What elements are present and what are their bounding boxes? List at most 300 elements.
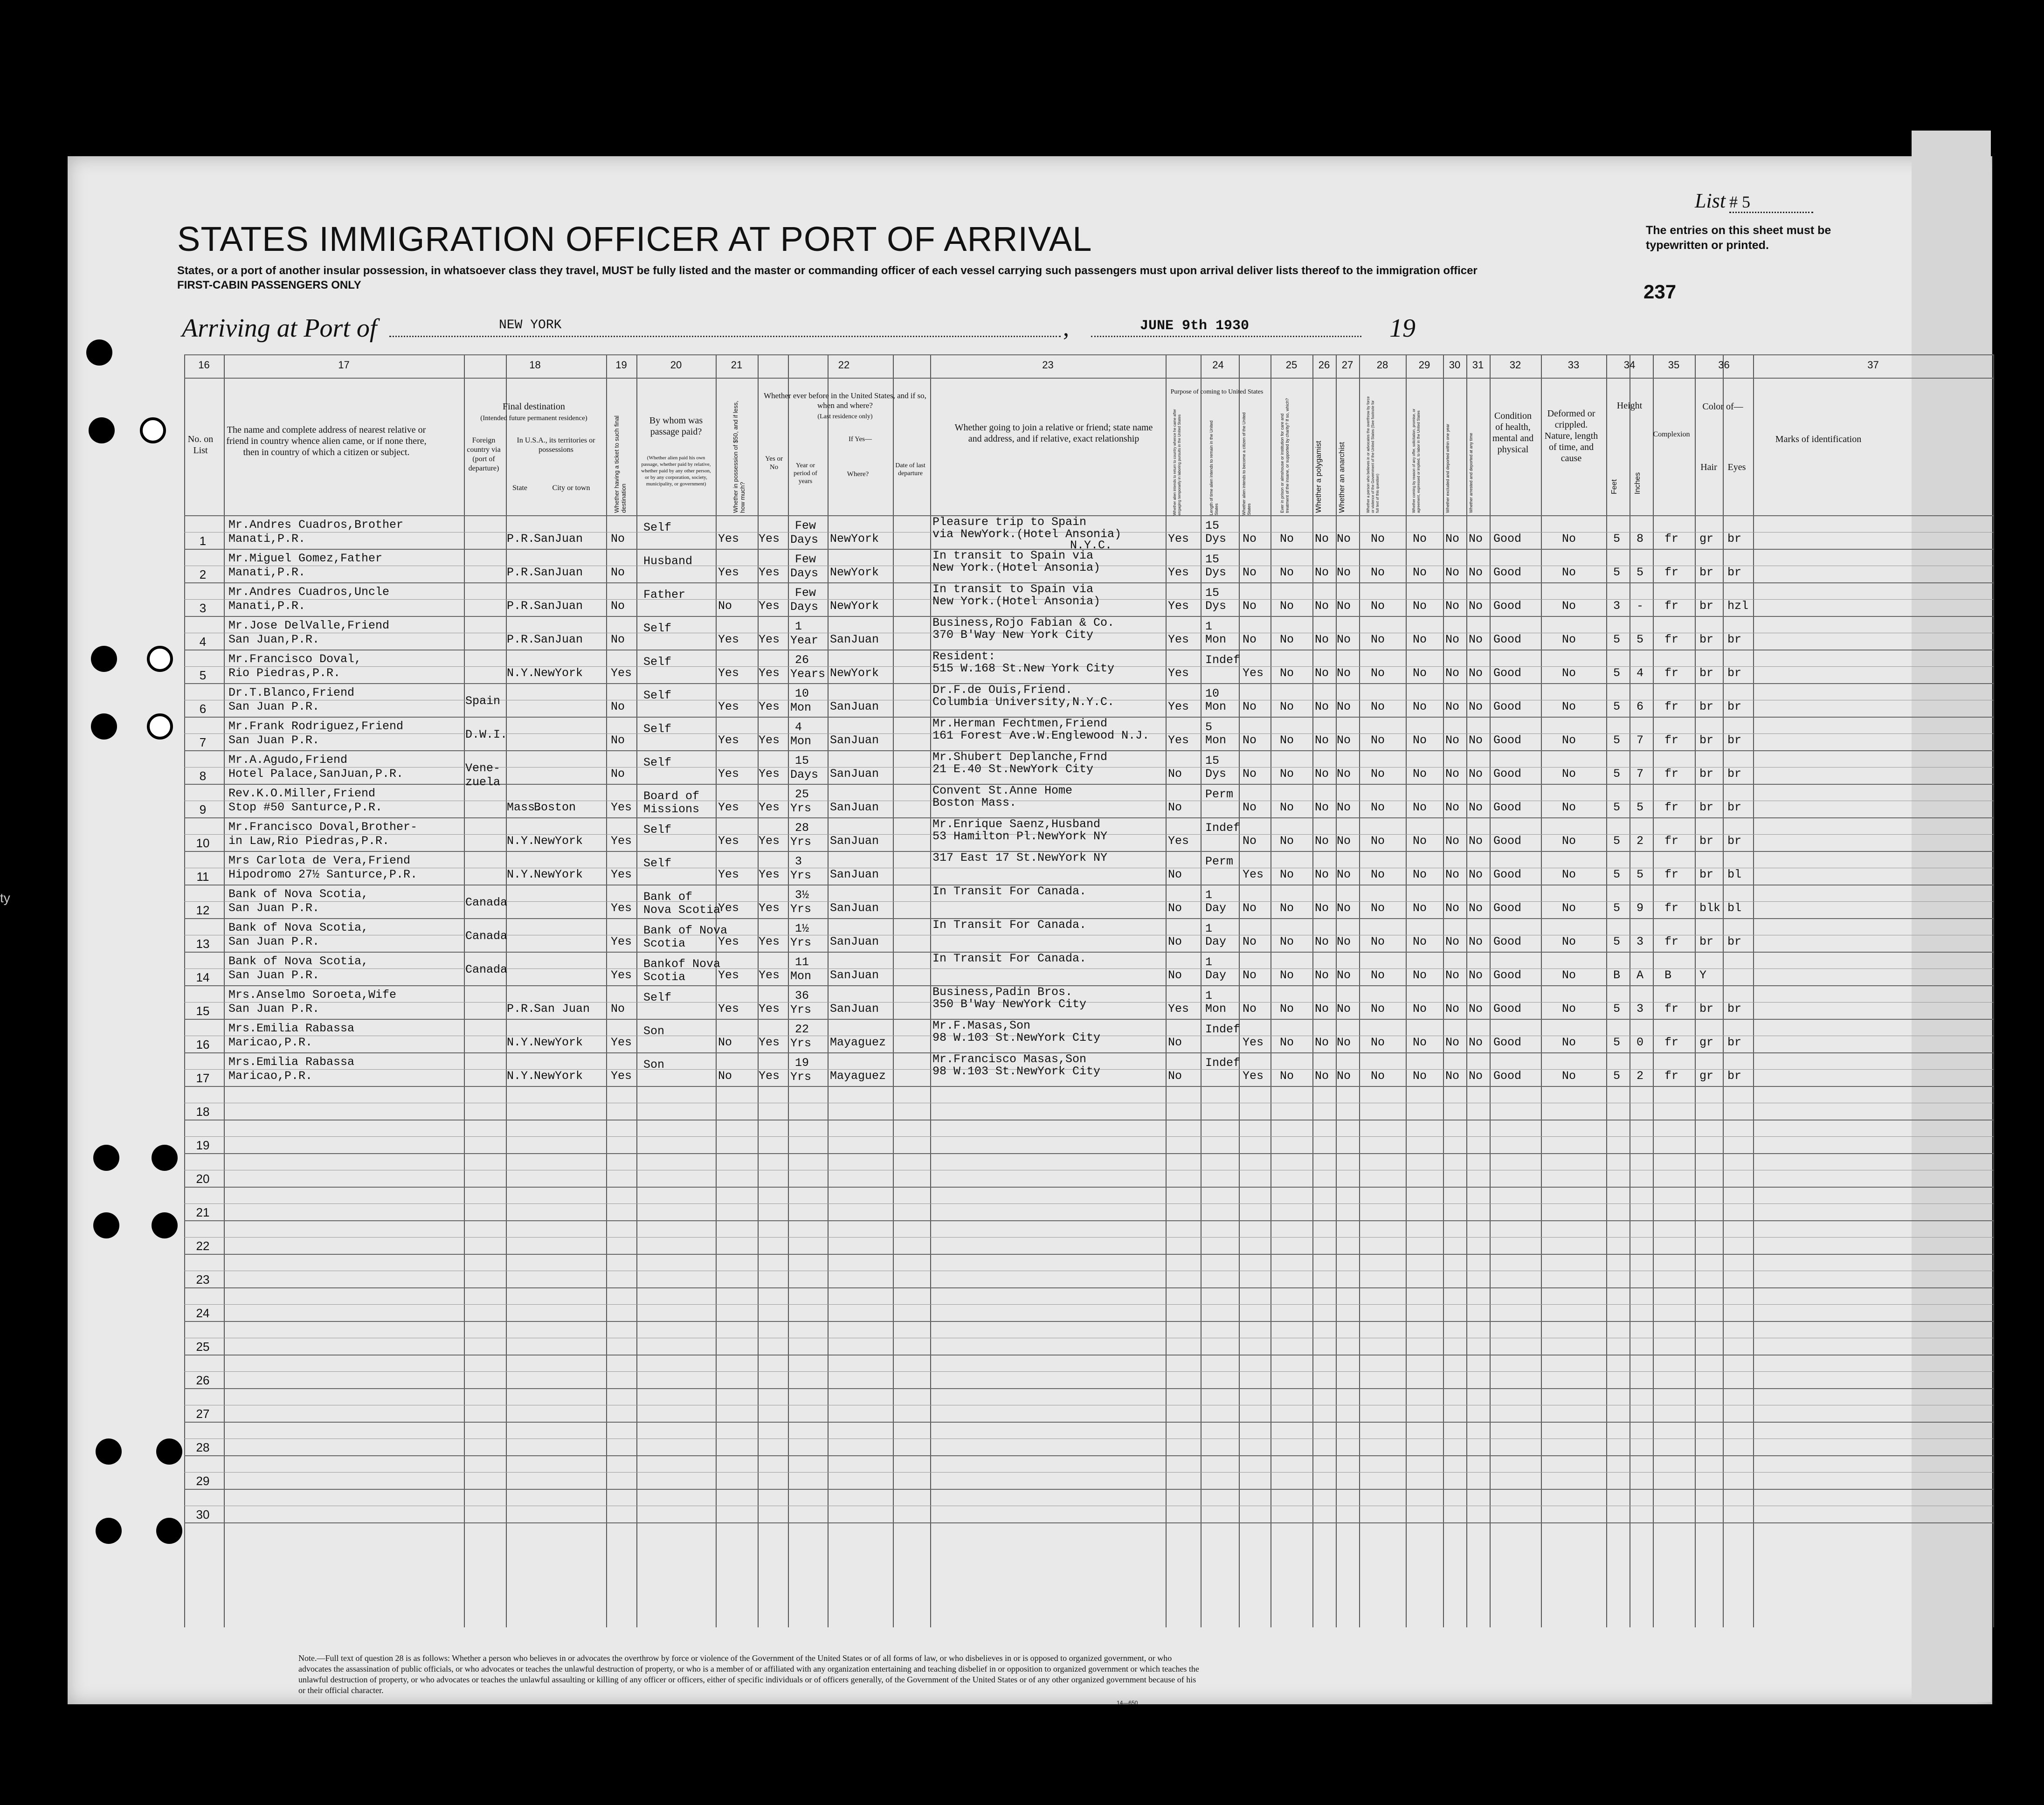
cell-period1: 10 (795, 687, 809, 700)
header-col-22-period: Year or period of years (794, 462, 817, 485)
cell-c30: No (1445, 868, 1460, 881)
cell-health: Good (1493, 767, 1522, 781)
cell-period1: 26 (795, 653, 809, 667)
column-number: 16 (198, 359, 210, 371)
table-row (184, 582, 1993, 616)
row-subrule (184, 1136, 1993, 1137)
cell-cit: Yes (1243, 666, 1264, 680)
cell-join1: Mr.F.Masas,Son (932, 1019, 1031, 1032)
cell-c27: No (1337, 935, 1351, 948)
cell-c29: No (1413, 968, 1427, 982)
cell-c50: Yes (718, 733, 739, 747)
cell-rel2: Hotel Palace,SanJuan,P.R. (228, 767, 404, 781)
cell-period2: Days (790, 600, 819, 614)
cell-ever: Yes (759, 868, 780, 881)
cell-ticket: Yes (611, 968, 632, 982)
header-col-32: Condition of health, mental and physical (1492, 411, 1534, 455)
cell-ret: Yes (1168, 633, 1189, 646)
cell-c50: Yes (718, 1002, 739, 1016)
table-row (184, 683, 1993, 717)
cell-health: Good (1493, 566, 1522, 579)
cell-c26: No (1315, 666, 1329, 680)
cell-deformed: No (1562, 532, 1576, 546)
cell-c30: No (1445, 968, 1460, 982)
cell-cit: No (1243, 801, 1257, 814)
row-rule (184, 1388, 1993, 1389)
cell-hair: br (1699, 733, 1714, 747)
cell-c26: No (1315, 767, 1329, 781)
cell-rel1: Bank of Nova Scotia, (228, 887, 369, 901)
cell-cx: fr (1664, 599, 1679, 613)
cell-c28: No (1371, 767, 1385, 781)
sheet-number: 237 (1643, 281, 1677, 303)
cell-deformed: No (1562, 700, 1576, 713)
cell-join2: 98 W.103 St.NewYork City (932, 1065, 1101, 1078)
row-subrule (184, 1438, 1993, 1439)
cell-inches: 5 (1637, 566, 1644, 579)
cell-deformed: No (1562, 1002, 1576, 1016)
cell-ever: Yes (759, 935, 780, 948)
cell-paid1: Son (643, 1058, 665, 1072)
cell-cit: No (1243, 901, 1257, 915)
cell-cit: No (1243, 532, 1257, 546)
cell-c27: No (1337, 901, 1351, 915)
cell-foreign: Vene- zuela (465, 761, 501, 789)
cell-len2: Mon (1205, 633, 1227, 646)
margin-text: ty (0, 891, 10, 905)
column-number: 25 (1285, 359, 1298, 371)
cell-join2: 21 E.40 St.NewYork City (932, 762, 1094, 776)
header-col-29: Whether coming by reason of any offer, solicitation, promise, or agreement, expressed or implied, to labor in the United States (1412, 408, 1421, 513)
cell-period1: 3 (795, 855, 802, 868)
cell-health: Good (1493, 666, 1522, 680)
cell-c30: No (1445, 1002, 1460, 1016)
cell-rel2: Maricao,P.R. (228, 1036, 313, 1049)
cell-period2: Yrs (790, 835, 812, 849)
cell-c25: No (1280, 733, 1294, 747)
cell-cit: No (1243, 968, 1257, 982)
cell-len1: 15 (1205, 586, 1220, 600)
cell-foreign: Spain (465, 694, 501, 708)
cell-c29: No (1413, 1002, 1427, 1016)
cell-c29: No (1413, 868, 1427, 881)
cell-rel2: San Juan P.R. (228, 700, 320, 713)
cell-ever: Yes (759, 700, 780, 713)
cell-c31: No (1469, 868, 1483, 881)
cell-c31: No (1469, 532, 1483, 546)
cell-ticket: No (611, 633, 625, 646)
cell-c25: No (1280, 633, 1294, 646)
header-col-19: Whether having a ticket to such final destination (613, 415, 627, 513)
cell-where: NewYork (830, 532, 879, 546)
column-number: 30 (1449, 359, 1461, 371)
cell-ever: Yes (759, 1069, 780, 1083)
cell-c30: No (1445, 733, 1460, 747)
cell-c50: Yes (718, 700, 739, 713)
cell-c25: No (1280, 767, 1294, 781)
cell-cx: fr (1664, 733, 1679, 747)
cell-c50: Yes (718, 633, 739, 646)
cell-paid1: Self (643, 655, 672, 669)
cell-c27: No (1337, 666, 1351, 680)
cell-hair: Y (1699, 968, 1707, 982)
cell-c31: No (1469, 566, 1483, 579)
cell-c29: No (1413, 1036, 1427, 1049)
row-number: 20 (196, 1172, 210, 1186)
header-col-17: The name and complete address of nearest relative or friend in country whence alien came, or if none there, then in country of which a citizen or subject. (226, 425, 427, 457)
cell-hair: br (1699, 801, 1714, 814)
cell-join1: Mr.Francisco Masas,Son (932, 1052, 1087, 1066)
cell-ret: Yes (1168, 666, 1189, 680)
cell-state: P.R. (507, 532, 535, 546)
cell-len2: Mon (1205, 1002, 1227, 1016)
cell-rel1: Mr.Miguel Gomez,Father (228, 552, 383, 565)
cell-feet: B (1613, 968, 1621, 982)
row-number: 3 (199, 601, 207, 615)
cell-cit: No (1243, 767, 1257, 781)
cell-health: Good (1493, 935, 1522, 948)
cell-rel1: Dr.T.Blanco,Friend (228, 686, 355, 699)
table-row (184, 1052, 1993, 1086)
cell-len1: 1 (1205, 620, 1213, 633)
row-rule (184, 1455, 1993, 1456)
cell-c50: Yes (718, 868, 739, 881)
dotted-line (1091, 336, 1361, 337)
cell-c29: No (1413, 1069, 1427, 1083)
cell-period1: 1 (795, 620, 802, 633)
cell-paid1: Self (643, 521, 672, 534)
cell-feet: 5 (1613, 834, 1621, 848)
row-number: 15 (196, 1004, 210, 1018)
cell-c28: No (1371, 566, 1385, 579)
cell-c25: No (1280, 968, 1294, 982)
cell-rel1: Rev.K.O.Miller,Friend (228, 787, 376, 800)
row-number: 24 (196, 1306, 210, 1320)
cell-health: Good (1493, 733, 1522, 747)
cell-rel1: Mrs.Emilia Rabassa (228, 1022, 355, 1035)
cell-c30: No (1445, 1069, 1460, 1083)
cell-deformed: No (1562, 666, 1576, 680)
cell-c26: No (1315, 1002, 1329, 1016)
cell-paid2: Scotia (643, 937, 686, 950)
cell-c26: No (1315, 532, 1329, 546)
header-col-36-eyes: Eyes (1727, 462, 1746, 472)
cell-ever: Yes (759, 767, 780, 781)
cell-cit: No (1243, 700, 1257, 713)
binder-hole (91, 646, 117, 672)
cell-deformed: No (1562, 834, 1576, 848)
cell-period1: 1½ (795, 922, 809, 935)
cell-where: SanJuan (830, 901, 879, 915)
row-number: 6 (199, 702, 207, 716)
cell-paid2: Scotia (643, 970, 686, 984)
cell-hair: blk (1699, 901, 1721, 915)
cell-ever: Yes (759, 1036, 780, 1049)
cell-inches: 3 (1637, 935, 1644, 948)
cell-ever: Yes (759, 666, 780, 680)
cell-join1: Business,Rojo Fabian & Co. (932, 616, 1115, 629)
cell-c31: No (1469, 700, 1483, 713)
arriving-label: Arriving at Port of (182, 314, 377, 343)
cell-c27: No (1337, 566, 1351, 579)
cell-c28: No (1371, 633, 1385, 646)
cell-c31: No (1469, 633, 1483, 646)
cell-deformed: No (1562, 901, 1576, 915)
header-col-36-hair: Hair (1700, 462, 1717, 472)
cell-c25: No (1280, 868, 1294, 881)
cell-len2: Day (1205, 935, 1227, 948)
cell-paid2: Missions (643, 802, 700, 816)
cell-ret: No (1168, 801, 1182, 814)
cell-feet: 5 (1613, 666, 1621, 680)
header-col-34-inches: Inches (1634, 472, 1642, 494)
row-number: 28 (196, 1440, 210, 1454)
header-col-22-where: Where? (847, 470, 869, 478)
cell-c30: No (1445, 532, 1460, 546)
header-col-20-title: By whom was passage paid? (649, 415, 703, 437)
date-value: JUNE 9th 1930 (1140, 318, 1250, 334)
cell-c29: No (1413, 532, 1427, 546)
cell-cx: fr (1664, 666, 1679, 680)
cell-len1: 15 (1205, 553, 1220, 566)
header-col-30: Whether excluded and deported within one year (1445, 423, 1450, 513)
cell-eyes: br (1727, 834, 1742, 848)
cell-city: NewYork (534, 666, 583, 680)
cell-join1: Business,Padin Bros. (932, 985, 1073, 999)
cell-c27: No (1337, 801, 1351, 814)
header-col-24-title: Purpose of coming to United States (1170, 388, 1264, 395)
cell-health: Good (1493, 532, 1522, 546)
cell-paid1: Self (643, 722, 672, 736)
cell-hair: br (1699, 666, 1714, 680)
cell-ticket: Yes (611, 834, 632, 848)
cell-state: N.Y. (507, 1036, 535, 1049)
cell-ticket: No (611, 1002, 625, 1016)
cell-join1: Pleasure trip to Spain (932, 515, 1087, 529)
cell-eyes: br (1727, 801, 1742, 814)
cell-join1: In Transit For Canada. (932, 885, 1087, 898)
cell-eyes: hzl (1727, 599, 1749, 613)
cell-city: SanJuan (534, 566, 583, 579)
cell-join1: 317 East 17 St.NewYork NY (932, 851, 1108, 864)
cell-deformed: No (1562, 566, 1576, 579)
cell-ticket: No (611, 599, 625, 613)
cell-paid1: Bank of Nova (643, 924, 728, 937)
cell-join1: Mr.Herman Fechtmen,Friend (932, 717, 1108, 730)
cell-period1: 4 (795, 720, 802, 734)
cell-deformed: No (1562, 767, 1576, 781)
header-col-22-yesno: Yes or No (765, 455, 783, 471)
cell-c28: No (1371, 935, 1385, 948)
row-number: 5 (199, 668, 207, 682)
row-number: 18 (196, 1105, 210, 1119)
entries-note: The entries on this sheet must be typewritten or printed. (1646, 224, 1831, 252)
cell-health: Good (1493, 599, 1522, 613)
cell-c30: No (1445, 1036, 1460, 1049)
cell-state: N.Y. (507, 1069, 535, 1083)
cell-cx: fr (1664, 935, 1679, 948)
cell-health: Good (1493, 968, 1522, 982)
cell-deformed: No (1562, 1036, 1576, 1049)
row-rule (184, 1187, 1993, 1188)
binder-hole (93, 1212, 119, 1238)
cell-eyes: br (1727, 633, 1742, 646)
cell-cx: fr (1664, 532, 1679, 546)
cell-ret: No (1168, 968, 1182, 982)
port-value: NEW YORK (499, 318, 562, 332)
cell-join1: Mr.Shubert Deplanche,Frnd (932, 750, 1108, 764)
column-number: 21 (731, 359, 743, 371)
cell-c25: No (1280, 1036, 1294, 1049)
cell-c30: No (1445, 767, 1460, 781)
cell-c26: No (1315, 901, 1329, 915)
cell-inches: 3 (1637, 1002, 1644, 1016)
cell-city: NewYork (534, 868, 583, 881)
cell-cx: fr (1664, 1036, 1679, 1049)
row-number: 17 (196, 1071, 210, 1085)
cell-c50: Yes (718, 666, 739, 680)
cell-where: SanJuan (830, 767, 879, 781)
arrival-line (182, 313, 1416, 343)
cell-c50: Yes (718, 901, 739, 915)
row-rule (184, 1220, 1993, 1221)
column-number: 24 (1212, 359, 1224, 371)
header-col-24-b: Length of time alien intends to remain in the United States (1209, 420, 1219, 515)
binder-hole (152, 1145, 178, 1171)
cell-c30: No (1445, 666, 1460, 680)
row-rule (184, 1522, 1993, 1523)
cell-rel2: Manati,P.R. (228, 566, 306, 579)
row-number: 25 (196, 1340, 210, 1354)
cell-c27: No (1337, 968, 1351, 982)
cell-c27: No (1337, 532, 1351, 546)
cell-ever: Yes (759, 834, 780, 848)
row-subrule (184, 1203, 1993, 1204)
cell-c31: No (1469, 599, 1483, 613)
cell-city: NewYork (534, 834, 583, 848)
cell-len1: Indef (1205, 653, 1241, 667)
cell-paid1: Husband (643, 554, 693, 568)
cell-period1: 11 (795, 955, 809, 969)
year-prefix: 19 (1389, 314, 1416, 343)
header-col-34-title: Height (1616, 401, 1643, 411)
cell-c27: No (1337, 599, 1351, 613)
cell-c29: No (1413, 935, 1427, 948)
cell-city: NewYork (534, 1069, 583, 1083)
cell-c31: No (1469, 1002, 1483, 1016)
header-col-26: Whether a polygamist (1315, 441, 1323, 513)
cell-rel1: Mrs.Anselmo Soroeta,Wife (228, 988, 397, 1002)
header-col-27: Whether an anarchist (1338, 442, 1346, 513)
cell-period2: Days (790, 567, 819, 580)
cell-c50: No (718, 1036, 732, 1049)
column-number: 37 (1867, 359, 1879, 371)
cell-cx: fr (1664, 767, 1679, 781)
cell-paid1: Self (643, 756, 672, 769)
cell-health: Good (1493, 1036, 1522, 1049)
cell-deformed: No (1562, 733, 1576, 747)
cell-join2: 98 W.103 St.NewYork City (932, 1031, 1101, 1044)
cell-health: Good (1493, 868, 1522, 881)
row-rule (184, 1086, 1993, 1087)
cell-len1: 1 (1205, 989, 1213, 1003)
cell-period2: Mon (790, 701, 812, 714)
cell-c26: No (1315, 599, 1329, 613)
cell-ever: Yes (759, 901, 780, 915)
cell-ret: No (1168, 1069, 1182, 1083)
row-number: 27 (196, 1407, 210, 1421)
cell-c25: No (1280, 834, 1294, 848)
cell-period2: Year (790, 634, 819, 647)
cell-c26: No (1315, 633, 1329, 646)
cell-len2: Dys (1205, 599, 1227, 613)
cell-period2: Yrs (790, 1037, 812, 1050)
row-number: 7 (199, 735, 207, 749)
cell-join2: 515 W.168 St.New York City (932, 662, 1115, 675)
cell-period1: 3½ (795, 888, 809, 902)
row-number: 22 (196, 1239, 210, 1253)
cell-eyes: br (1727, 700, 1742, 713)
cell-cx: fr (1664, 868, 1679, 881)
table-row (184, 784, 1993, 817)
cell-ticket: Yes (611, 801, 632, 814)
row-number: 4 (199, 635, 207, 649)
cell-inches: 8 (1637, 532, 1644, 546)
cell-state: N.Y. (507, 834, 535, 848)
table-row (184, 1019, 1993, 1052)
row-rule (184, 1321, 1993, 1322)
cell-state: P.R. (507, 566, 535, 579)
cell-rel1: Mr.Andres Cuadros,Brother (228, 518, 404, 532)
cell-rel2: San Juan P.R. (228, 733, 320, 747)
cell-where: SanJuan (830, 801, 879, 814)
header-col-18-usa: In U.S.A., its territories or possessions (517, 436, 595, 454)
cell-c25: No (1280, 566, 1294, 579)
cell-cit: No (1243, 566, 1257, 579)
cell-rel2: Maricao,P.R. (228, 1069, 313, 1083)
cell-len1: 5 (1205, 720, 1213, 734)
cell-c28: No (1371, 1069, 1385, 1083)
row-subrule (184, 1237, 1993, 1238)
cell-eyes: br (1727, 1036, 1742, 1049)
cell-state: P.R. (507, 599, 535, 613)
cell-c31: No (1469, 1036, 1483, 1049)
row-number: 21 (196, 1205, 210, 1219)
cell-cit: Yes (1243, 1069, 1264, 1083)
cell-c50: Yes (718, 935, 739, 948)
cell-c27: No (1337, 1002, 1351, 1016)
cell-cx: fr (1664, 566, 1679, 579)
cell-feet: 3 (1613, 599, 1621, 613)
header-col-22-title: Whether ever before in the United States, and if so, when and where? (764, 391, 926, 410)
column-number: 23 (1042, 359, 1054, 371)
cell-hair: br (1699, 868, 1714, 881)
cell-len1: 1 (1205, 888, 1213, 902)
cell-eyes: br (1727, 532, 1742, 546)
cell-c25: No (1280, 801, 1294, 814)
row-rule (184, 1422, 1993, 1423)
cell-ret: Yes (1168, 599, 1189, 613)
cell-join2: 53 Hamilton Pl.NewYork NY (932, 830, 1108, 843)
cell-where: Mayaguez (830, 1036, 886, 1049)
column-number: 31 (1472, 359, 1484, 371)
cell-c30: No (1445, 834, 1460, 848)
cell-rel2: Hipodromo 27½ Santurce,P.R. (228, 868, 418, 881)
cell-where: SanJuan (830, 868, 879, 881)
cell-paid1: Self (643, 622, 672, 635)
cell-c27: No (1337, 700, 1351, 713)
cell-join2: 161 Forest Ave.W.Englewood N.J. (932, 729, 1150, 742)
